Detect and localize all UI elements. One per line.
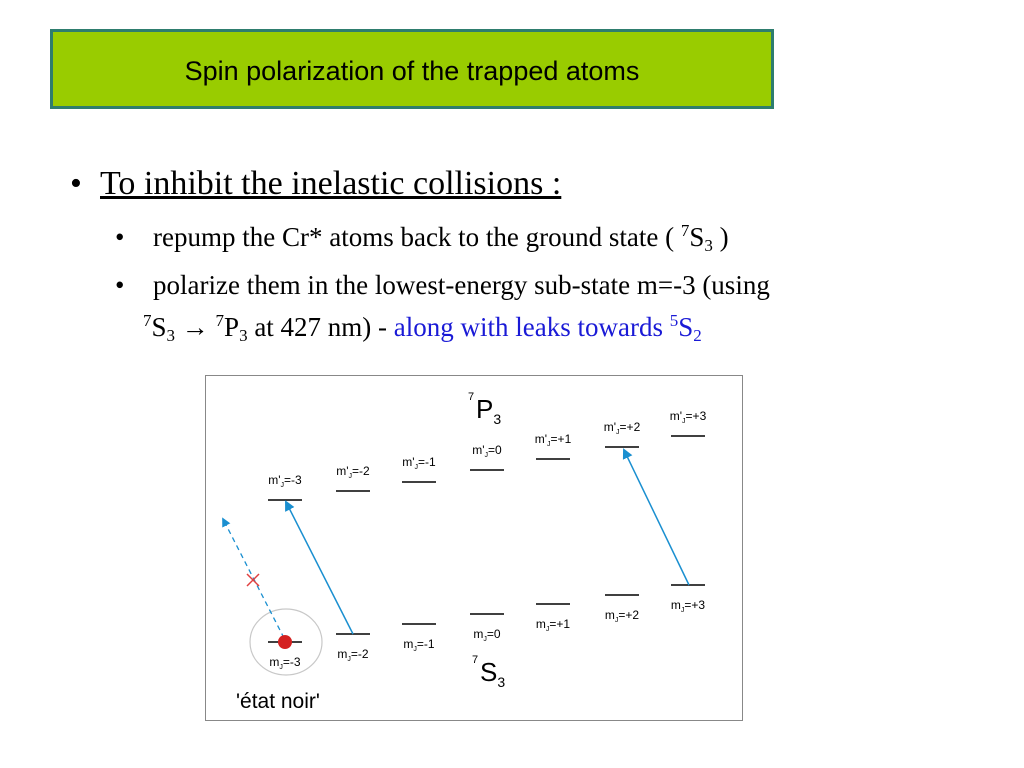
- atom-dot: [278, 635, 292, 649]
- upper-level-label: $m'_J=-3$: [268, 473, 302, 489]
- dark-state-label: 'état noir': [236, 690, 320, 713]
- upper-level-label: $m'_J=+3$: [669, 409, 707, 425]
- sub-bullet-polarize-line1: polarize them in the lowest-energy sub-state m=-3 (using: [153, 270, 770, 300]
- bullet-marker: •: [70, 165, 82, 202]
- lower-level-label: $m_J=0$: [473, 627, 501, 643]
- lower-state-label: 7S3: [472, 654, 506, 690]
- lower-level-label: $m_J=-2$: [337, 647, 369, 663]
- upper-level-label: $m'_J=-1$: [402, 455, 436, 471]
- transition-arrow-plus3: [624, 450, 689, 585]
- bullet-marker: •: [115, 222, 125, 252]
- title-banner: [50, 29, 774, 109]
- main-bullet-text: To inhibit the inelastic collisions :: [100, 165, 562, 202]
- sub-bullet-polarize-line2: $^7S_3 \to ^7P_3$ at 427 nm) - along with leaks towards $^5S_2$: [143, 311, 702, 345]
- lower-level-label: $m_J=+3$: [670, 598, 706, 614]
- bullet-marker: •: [115, 270, 125, 300]
- upper-state-label: 7P3: [468, 391, 502, 427]
- upper-level-label: $m'_J=0$: [472, 443, 502, 459]
- upper-level-label: $m'_J=+2$: [603, 420, 641, 436]
- lower-level-label: $m_J=+2$: [604, 608, 640, 624]
- upper-level-label: $m'_J=+1$: [534, 432, 572, 448]
- sub-bullet-repump-text: repump the Cr* atoms back to the ground state ( $^7S_3$ ): [153, 221, 729, 255]
- slide-title: Spin polarization of the trapped atoms: [184, 56, 640, 86]
- lower-level-label: $m_J=-3$: [269, 655, 301, 671]
- upper-level-label: $m'_J=-2$: [336, 464, 370, 480]
- transition-arrow-minus2: [286, 502, 353, 634]
- energy-level-diagram: [205, 375, 743, 721]
- lower-level-label: $m_J=-1$: [403, 637, 435, 653]
- lower-level-label: $m_J=+1$: [535, 617, 571, 633]
